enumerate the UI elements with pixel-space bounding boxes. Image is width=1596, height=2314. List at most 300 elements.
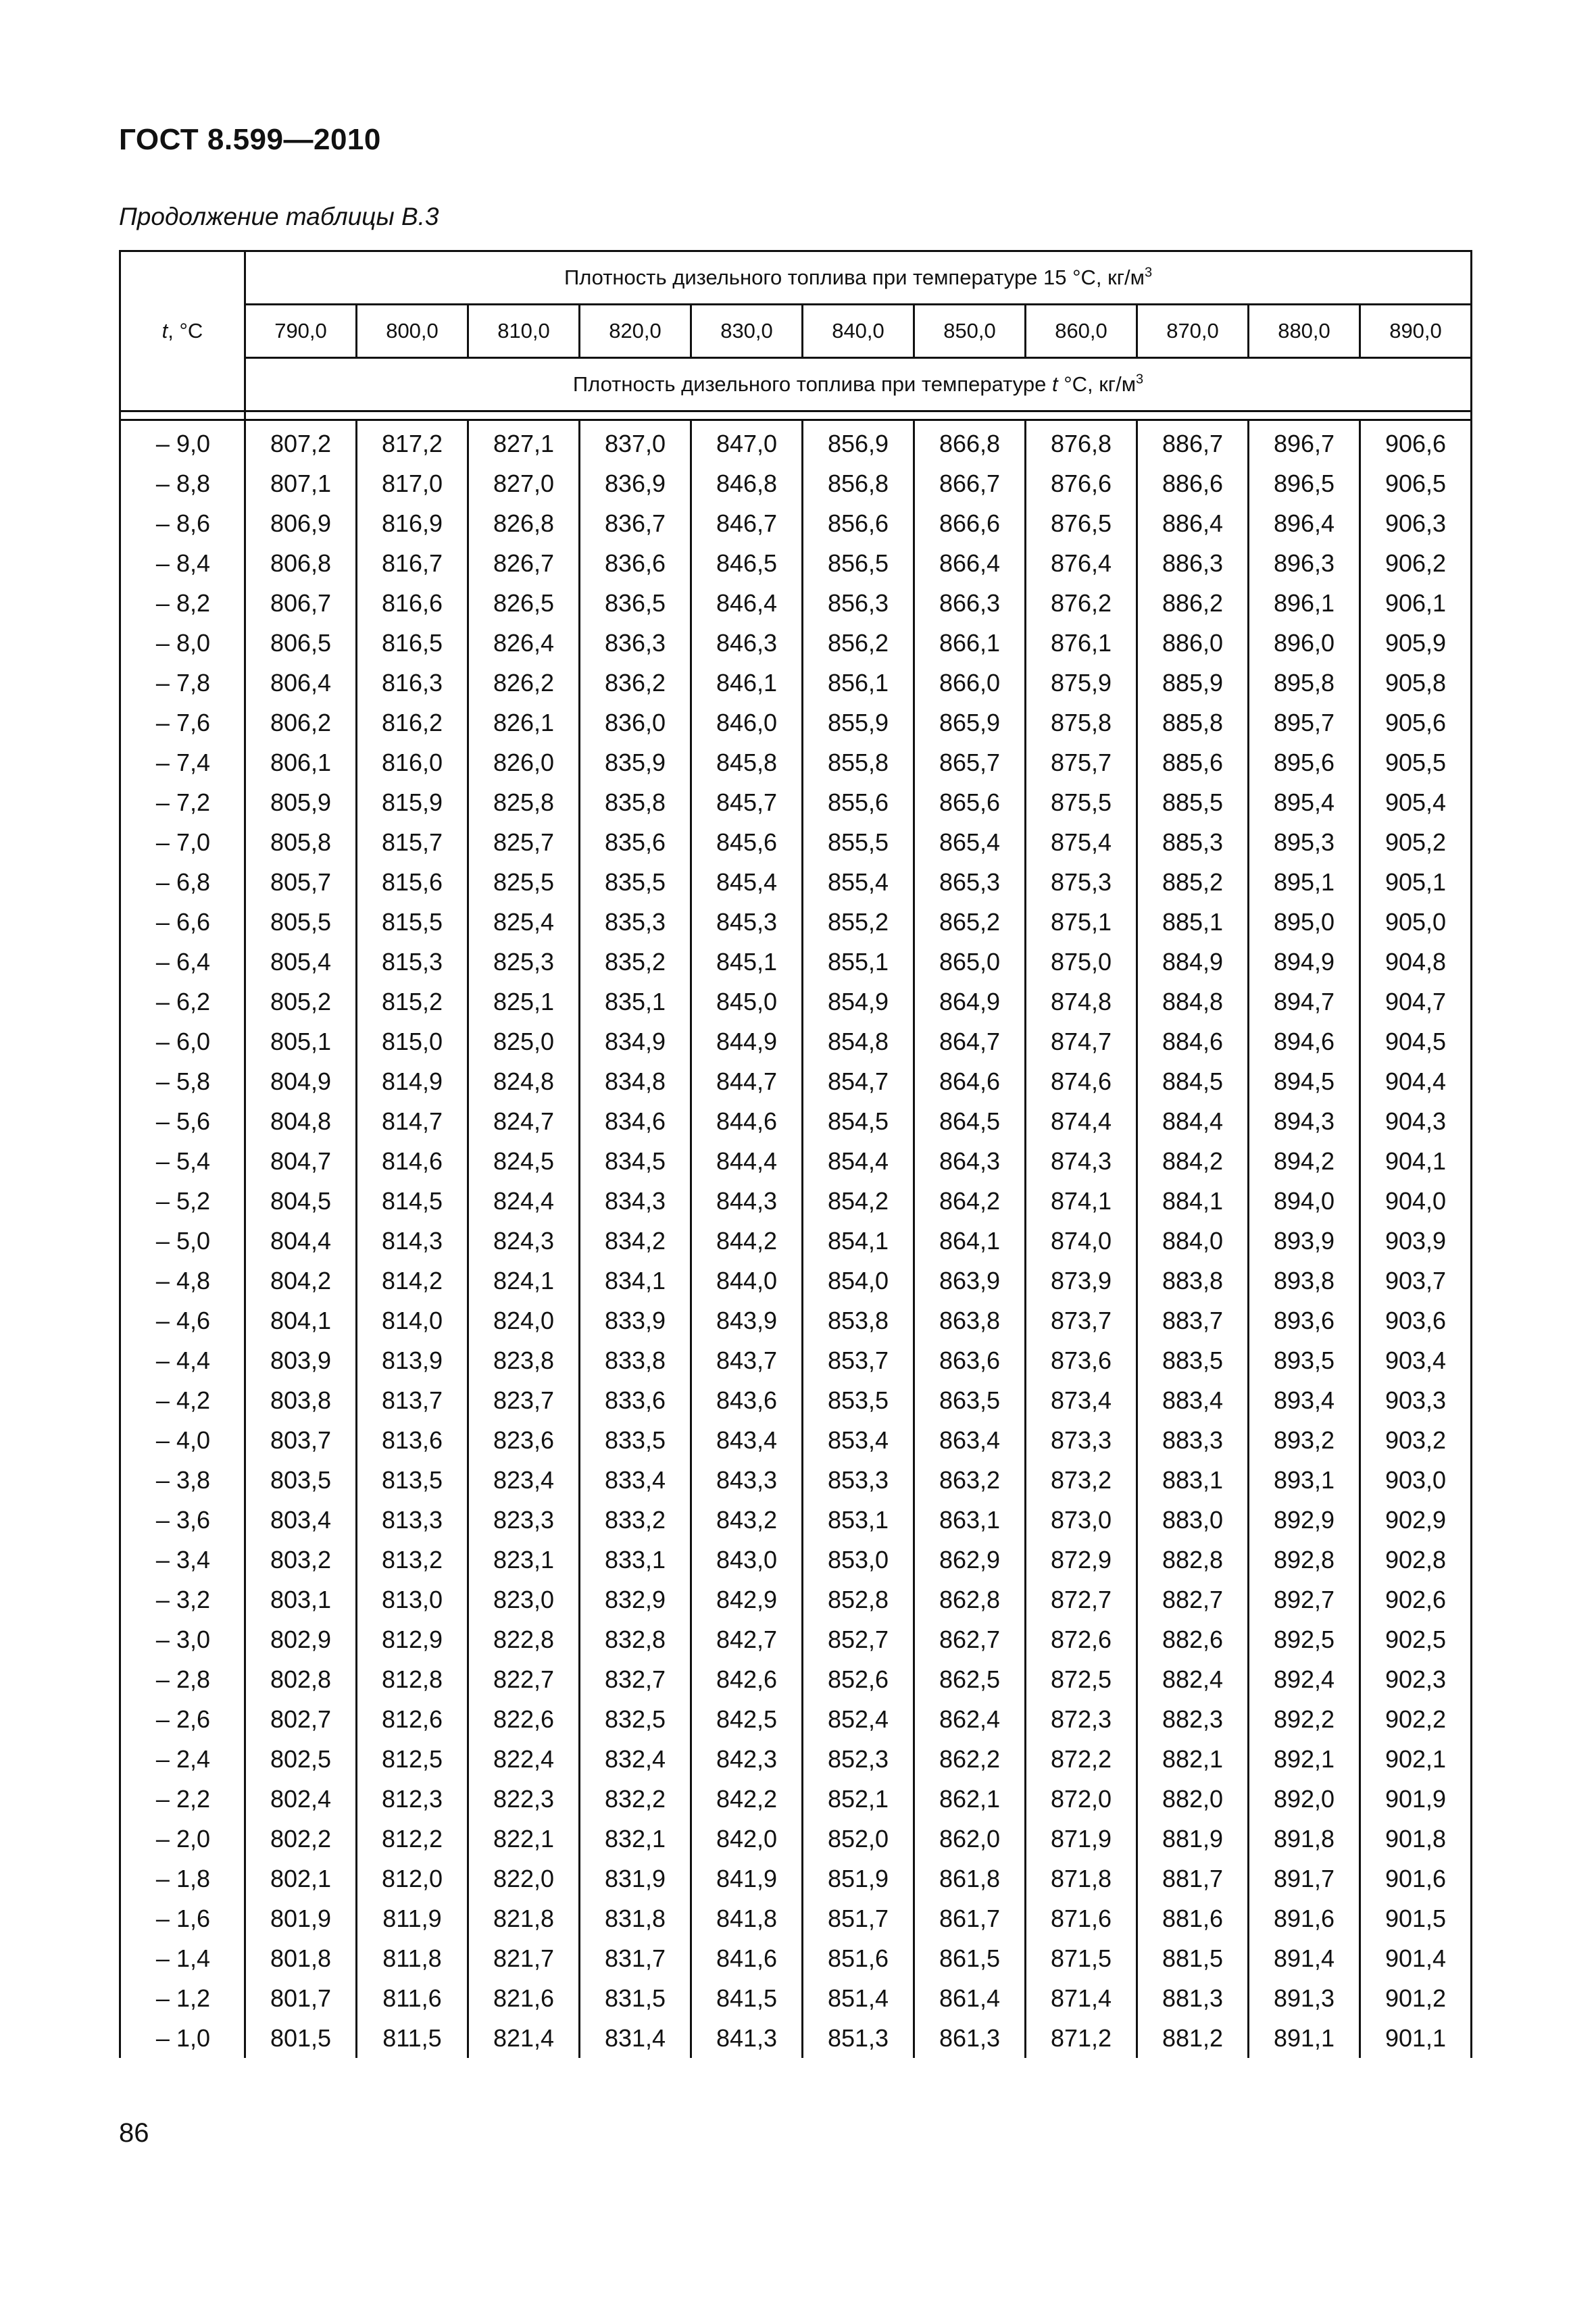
density-cell: 832,4: [580, 1739, 691, 1779]
density-cell: 824,0: [468, 1301, 580, 1340]
density-cell: 892,0: [1249, 1779, 1360, 1819]
density-cell: 807,1: [245, 463, 357, 503]
density-cell: 893,2: [1249, 1420, 1360, 1460]
density-column-header: 800,0: [357, 305, 468, 358]
density-cell: 822,1: [468, 1819, 580, 1859]
density-cell: 803,7: [245, 1420, 357, 1460]
density-cell: 805,5: [245, 902, 357, 942]
density-cell: 804,5: [245, 1181, 357, 1221]
temperature-cell: – 2,8: [120, 1659, 245, 1699]
density-cell: 846,7: [691, 503, 803, 543]
density-cell: 886,3: [1137, 543, 1249, 583]
density-cell: 901,5: [1360, 1898, 1472, 1938]
density-cell: 862,4: [914, 1699, 1026, 1739]
density-cell: 905,5: [1360, 743, 1472, 782]
density-cell: 854,1: [803, 1221, 914, 1261]
density-cell: 806,7: [245, 583, 357, 623]
density-cell: 815,6: [357, 862, 468, 902]
density-cell: 876,4: [1026, 543, 1137, 583]
density-cell: 882,6: [1137, 1619, 1249, 1659]
density-cell: 876,6: [1026, 463, 1137, 503]
density-cell: 894,5: [1249, 1061, 1360, 1101]
density-cell: 823,1: [468, 1540, 580, 1580]
density-cell: 834,3: [580, 1181, 691, 1221]
table-row: [120, 1819, 1472, 1859]
density-cell: 863,9: [914, 1261, 1026, 1301]
density-cell: 851,4: [803, 1978, 914, 2018]
density-cell: 826,8: [468, 503, 580, 543]
table-row: [120, 623, 1472, 663]
density-cell: 833,8: [580, 1340, 691, 1380]
density-cell: 842,6: [691, 1659, 803, 1699]
density-cell: 811,8: [357, 1938, 468, 1978]
density-cell: 834,8: [580, 1061, 691, 1101]
table-row: [120, 1500, 1472, 1540]
table-row: [120, 1779, 1472, 1819]
density-cell: 824,8: [468, 1061, 580, 1101]
density-cell: 845,6: [691, 822, 803, 862]
density-cell: 826,5: [468, 583, 580, 623]
density-cell: 836,5: [580, 583, 691, 623]
density-cell: 826,7: [468, 543, 580, 583]
density-cell: 884,4: [1137, 1101, 1249, 1141]
density-cell: 854,8: [803, 1022, 914, 1061]
density-cell: 892,9: [1249, 1500, 1360, 1540]
density-cell: 827,0: [468, 463, 580, 503]
density-cell: 885,3: [1137, 822, 1249, 862]
density-cell: 815,5: [357, 902, 468, 942]
density-cell: 893,6: [1249, 1301, 1360, 1340]
density-cell: 845,1: [691, 942, 803, 982]
density-cell: 904,4: [1360, 1061, 1472, 1101]
density-cell: 814,7: [357, 1101, 468, 1141]
density-cell: 896,5: [1249, 463, 1360, 503]
density-cell: 882,4: [1137, 1659, 1249, 1699]
temperature-cell: – 2,2: [120, 1779, 245, 1819]
density-column-header: 850,0: [914, 305, 1026, 358]
density-cell: 902,3: [1360, 1659, 1472, 1699]
density-cell: 885,5: [1137, 782, 1249, 822]
density-cell: 864,6: [914, 1061, 1026, 1101]
density-cell: 816,5: [357, 623, 468, 663]
density-cell: 833,5: [580, 1420, 691, 1460]
table-row: [120, 1460, 1472, 1500]
density-cell: 872,0: [1026, 1779, 1137, 1819]
density-cell: 852,7: [803, 1619, 914, 1659]
density-cell: 885,9: [1137, 663, 1249, 703]
density-cell: 835,5: [580, 862, 691, 902]
density-cell: 823,6: [468, 1420, 580, 1460]
density-cell: 874,8: [1026, 982, 1137, 1022]
density-cell: 807,2: [245, 420, 357, 464]
density-cell: 861,7: [914, 1898, 1026, 1938]
temperature-cell: – 6,0: [120, 1022, 245, 1061]
density-cell: 874,3: [1026, 1141, 1137, 1181]
density-cell: 835,8: [580, 782, 691, 822]
density-cell: 882,7: [1137, 1580, 1249, 1619]
density-cell: 835,9: [580, 743, 691, 782]
density-cell: 861,3: [914, 2018, 1026, 2058]
density-cell: 881,6: [1137, 1898, 1249, 1938]
table-row: [120, 1580, 1472, 1619]
temperature-cell: – 3,6: [120, 1500, 245, 1540]
density-cell: 842,5: [691, 1699, 803, 1739]
density-cell: 903,4: [1360, 1340, 1472, 1380]
density-cell: 812,3: [357, 1779, 468, 1819]
density-cell: 836,7: [580, 503, 691, 543]
table-row: [120, 583, 1472, 623]
density-cell: 842,7: [691, 1619, 803, 1659]
density-cell: 885,1: [1137, 902, 1249, 942]
temperature-cell: – 4,6: [120, 1301, 245, 1340]
density-cell: 824,4: [468, 1181, 580, 1221]
density-cell: 802,1: [245, 1859, 357, 1898]
density-cell: 856,9: [803, 420, 914, 464]
density-cell: 866,1: [914, 623, 1026, 663]
temperature-cell: – 4,8: [120, 1261, 245, 1301]
temperature-cell: – 9,0: [120, 420, 245, 464]
density-cell: 876,5: [1026, 503, 1137, 543]
density-cell: 886,2: [1137, 583, 1249, 623]
density-cell: 904,8: [1360, 942, 1472, 982]
density-cell: 891,4: [1249, 1938, 1360, 1978]
density-cell: 802,4: [245, 1779, 357, 1819]
density-cell: 812,8: [357, 1659, 468, 1699]
temperature-cell: – 2,4: [120, 1739, 245, 1779]
density-cell: 906,3: [1360, 503, 1472, 543]
density-cell: 894,6: [1249, 1022, 1360, 1061]
density-cell: 834,2: [580, 1221, 691, 1261]
density-cell: 831,5: [580, 1978, 691, 2018]
density-cell: 862,0: [914, 1819, 1026, 1859]
table-row: [120, 942, 1472, 982]
density-cell: 845,0: [691, 982, 803, 1022]
density-cell: 886,4: [1137, 503, 1249, 543]
density-cell: 865,7: [914, 743, 1026, 782]
density-cell: 804,7: [245, 1141, 357, 1181]
density-cell: 883,1: [1137, 1460, 1249, 1500]
density-cell: 865,9: [914, 703, 1026, 743]
density-cell: 871,4: [1026, 1978, 1137, 2018]
temperature-cell: – 3,0: [120, 1619, 245, 1659]
density-cell: 853,5: [803, 1380, 914, 1420]
temperature-cell: – 4,4: [120, 1340, 245, 1380]
density-cell: 846,8: [691, 463, 803, 503]
density-cell: 893,1: [1249, 1460, 1360, 1500]
density-cell: 902,8: [1360, 1540, 1472, 1580]
density-cell: 905,6: [1360, 703, 1472, 743]
density-cell: 803,8: [245, 1380, 357, 1420]
table-row: [120, 782, 1472, 822]
density-cell: 873,3: [1026, 1420, 1137, 1460]
density-cell: 802,5: [245, 1739, 357, 1779]
density-cell: 851,9: [803, 1859, 914, 1898]
density-cell: 884,8: [1137, 982, 1249, 1022]
density-cell: 812,6: [357, 1699, 468, 1739]
density-cell: 802,2: [245, 1819, 357, 1859]
density-cell: 862,8: [914, 1580, 1026, 1619]
density-cell: 832,1: [580, 1819, 691, 1859]
density-cell: 884,1: [1137, 1181, 1249, 1221]
density-cell: 896,0: [1249, 623, 1360, 663]
density-cell: 816,3: [357, 663, 468, 703]
density-cell: 801,7: [245, 1978, 357, 2018]
density-cell: 825,0: [468, 1022, 580, 1061]
density-cell: 822,7: [468, 1659, 580, 1699]
density-cell: 906,1: [1360, 583, 1472, 623]
density-cell: 855,4: [803, 862, 914, 902]
density-column-header: 870,0: [1137, 305, 1249, 358]
density-cell: 825,7: [468, 822, 580, 862]
temperature-cell: – 3,8: [120, 1460, 245, 1500]
density-cell: 874,7: [1026, 1022, 1137, 1061]
density-cell: 886,0: [1137, 623, 1249, 663]
density-cell: 875,5: [1026, 782, 1137, 822]
density-columns-row: [120, 305, 1472, 358]
density-cell: 806,1: [245, 743, 357, 782]
density-cell: 886,6: [1137, 463, 1249, 503]
density-cell: 815,9: [357, 782, 468, 822]
density-cell: 903,2: [1360, 1420, 1472, 1460]
density-cell: 843,6: [691, 1380, 803, 1420]
table-row: [120, 982, 1472, 1022]
density-cell: 803,2: [245, 1540, 357, 1580]
density-cell: 871,8: [1026, 1859, 1137, 1898]
density-cell: 845,8: [691, 743, 803, 782]
density-cell: 901,6: [1360, 1859, 1472, 1898]
density-cell: 806,9: [245, 503, 357, 543]
density-cell: 895,3: [1249, 822, 1360, 862]
density-cell: 815,2: [357, 982, 468, 1022]
density-cell: 855,9: [803, 703, 914, 743]
density-cell: 891,1: [1249, 2018, 1360, 2058]
density-cell: 834,5: [580, 1141, 691, 1181]
density-cell: 841,6: [691, 1938, 803, 1978]
table-row: [120, 2018, 1472, 2058]
table-row: [120, 743, 1472, 782]
density-cell: 883,0: [1137, 1500, 1249, 1540]
table-row: [120, 1261, 1472, 1301]
density-cell: 833,2: [580, 1500, 691, 1540]
density-cell: 835,2: [580, 942, 691, 982]
density-cell: 863,4: [914, 1420, 1026, 1460]
density-cell: 816,0: [357, 743, 468, 782]
temperature-cell: – 1,2: [120, 1978, 245, 2018]
density-cell: 873,7: [1026, 1301, 1137, 1340]
density-cell: 865,3: [914, 862, 1026, 902]
density-cell: 826,2: [468, 663, 580, 703]
density-cell: 866,0: [914, 663, 1026, 703]
density-cell: 863,6: [914, 1340, 1026, 1380]
temperature-cell: – 4,2: [120, 1380, 245, 1420]
density-cell: 892,8: [1249, 1540, 1360, 1580]
density-cell: 876,2: [1026, 583, 1137, 623]
density-cell: 832,5: [580, 1699, 691, 1739]
density-cell: 843,4: [691, 1420, 803, 1460]
density-cell: 873,4: [1026, 1380, 1137, 1420]
density-cell: 836,9: [580, 463, 691, 503]
table-row: [120, 1699, 1472, 1739]
density-cell: 883,8: [1137, 1261, 1249, 1301]
density-cell: 852,0: [803, 1819, 914, 1859]
density-cell: 903,9: [1360, 1221, 1472, 1261]
density-column-header: 860,0: [1026, 305, 1137, 358]
temperature-cell: – 8,8: [120, 463, 245, 503]
density-cell: 894,9: [1249, 942, 1360, 982]
density-cell: 872,2: [1026, 1739, 1137, 1779]
density-cell: 854,2: [803, 1181, 914, 1221]
temperature-cell: – 3,2: [120, 1580, 245, 1619]
density-cell: 842,9: [691, 1580, 803, 1619]
density-cell: 811,5: [357, 2018, 468, 2058]
table-row: [120, 1221, 1472, 1261]
density-cell: 813,0: [357, 1580, 468, 1619]
density-cell: 864,5: [914, 1101, 1026, 1141]
density-cell: 874,4: [1026, 1101, 1137, 1141]
density-cell: 875,7: [1026, 743, 1137, 782]
density-cell: 832,7: [580, 1659, 691, 1699]
density-cell: 823,7: [468, 1380, 580, 1420]
density-cell: 825,4: [468, 902, 580, 942]
density-cell: 846,4: [691, 583, 803, 623]
density-cell: 831,8: [580, 1898, 691, 1938]
density-cell: 881,5: [1137, 1938, 1249, 1978]
density-cell: 882,0: [1137, 1779, 1249, 1819]
density-cell: 846,1: [691, 663, 803, 703]
density-cell: 835,1: [580, 982, 691, 1022]
density-cell: 803,9: [245, 1340, 357, 1380]
density-cell: 815,0: [357, 1022, 468, 1061]
density-cell: 852,8: [803, 1580, 914, 1619]
table-row: [120, 862, 1472, 902]
density-cell: 842,0: [691, 1819, 803, 1859]
density-cell: 826,4: [468, 623, 580, 663]
density-cell: 894,2: [1249, 1141, 1360, 1181]
table-row: [120, 1181, 1472, 1221]
density-cell: 866,3: [914, 583, 1026, 623]
density-cell: 872,5: [1026, 1659, 1137, 1699]
density-cell: 896,3: [1249, 543, 1360, 583]
density-cell: 853,0: [803, 1540, 914, 1580]
density-cell: 903,6: [1360, 1301, 1472, 1340]
density-cell: 876,1: [1026, 623, 1137, 663]
density-cell: 893,5: [1249, 1340, 1360, 1380]
density-cell: 853,4: [803, 1420, 914, 1460]
density-cell: 873,9: [1026, 1261, 1137, 1301]
density-cell: 844,3: [691, 1181, 803, 1221]
density-column-header: 830,0: [691, 305, 803, 358]
density-cell: 866,4: [914, 543, 1026, 583]
temperature-cell: – 5,6: [120, 1101, 245, 1141]
density-cell: 881,7: [1137, 1859, 1249, 1898]
density-cell: 895,1: [1249, 862, 1360, 902]
density-cell: 895,6: [1249, 743, 1360, 782]
temperature-cell: – 1,0: [120, 2018, 245, 2058]
density-cell: 883,5: [1137, 1340, 1249, 1380]
temperature-cell: – 7,4: [120, 743, 245, 782]
temperature-cell: – 7,8: [120, 663, 245, 703]
density-cell: 881,9: [1137, 1819, 1249, 1859]
temperature-cell: – 3,4: [120, 1540, 245, 1580]
density-cell: 804,1: [245, 1301, 357, 1340]
density-cell: 802,9: [245, 1619, 357, 1659]
density-cell: 864,3: [914, 1141, 1026, 1181]
density-cell: 802,8: [245, 1659, 357, 1699]
temperature-cell: – 6,8: [120, 862, 245, 902]
table-row: [120, 663, 1472, 703]
density-cell: 822,3: [468, 1779, 580, 1819]
density-cell: 853,3: [803, 1460, 914, 1500]
density-cell: 902,9: [1360, 1500, 1472, 1540]
density-cell: 885,6: [1137, 743, 1249, 782]
table-row: [120, 822, 1472, 862]
density-cell: 821,4: [468, 2018, 580, 2058]
density-cell: 853,1: [803, 1500, 914, 1540]
density-cell: 805,8: [245, 822, 357, 862]
temperature-column-header: t, °C: [120, 251, 245, 411]
density-cell: 865,2: [914, 902, 1026, 942]
density-cell: 813,9: [357, 1340, 468, 1380]
density-cell: 841,8: [691, 1898, 803, 1938]
temperature-cell: – 6,4: [120, 942, 245, 982]
density-cell: 812,5: [357, 1739, 468, 1779]
table-row: [120, 1859, 1472, 1898]
density-cell: 806,8: [245, 543, 357, 583]
density-cell: 872,7: [1026, 1580, 1137, 1619]
density-cell: 832,8: [580, 1619, 691, 1659]
density-cell: 816,7: [357, 543, 468, 583]
density-cell: 875,0: [1026, 942, 1137, 982]
density-cell: 814,9: [357, 1061, 468, 1101]
table-row: [120, 1380, 1472, 1420]
density-cell: 894,7: [1249, 982, 1360, 1022]
density-cell: 901,1: [1360, 2018, 1472, 2058]
density-cell: 816,6: [357, 583, 468, 623]
density-cell: 843,3: [691, 1460, 803, 1500]
density-cell: 823,8: [468, 1340, 580, 1380]
density-cell: 821,8: [468, 1898, 580, 1938]
density-cell: 865,4: [914, 822, 1026, 862]
density-cell: 814,5: [357, 1181, 468, 1221]
density-cell: 872,6: [1026, 1619, 1137, 1659]
temperature-cell: – 2,0: [120, 1819, 245, 1859]
density-cell: 905,9: [1360, 623, 1472, 663]
density-cell: 822,6: [468, 1699, 580, 1739]
density-cell: 846,3: [691, 623, 803, 663]
density-cell: 901,4: [1360, 1938, 1472, 1978]
density-cell: 893,8: [1249, 1261, 1360, 1301]
density-cell: 834,1: [580, 1261, 691, 1301]
density-cell: 826,1: [468, 703, 580, 743]
density-cell: 861,8: [914, 1859, 1026, 1898]
density-cell: 812,2: [357, 1819, 468, 1859]
density-cell: 826,0: [468, 743, 580, 782]
density-cell: 842,3: [691, 1739, 803, 1779]
density-cell: 852,6: [803, 1659, 914, 1699]
density-cell: 806,5: [245, 623, 357, 663]
temperature-cell: – 6,6: [120, 902, 245, 942]
density-cell: 823,3: [468, 1500, 580, 1540]
table-row: [120, 463, 1472, 503]
density-cell: 873,0: [1026, 1500, 1137, 1540]
density-cell: 892,7: [1249, 1580, 1360, 1619]
density-cell: 837,0: [580, 420, 691, 464]
density-cell: 834,6: [580, 1101, 691, 1141]
density-cell: 821,6: [468, 1978, 580, 2018]
density-cell: 875,3: [1026, 862, 1137, 902]
density-cell: 894,0: [1249, 1181, 1360, 1221]
density-column-header: 790,0: [245, 305, 357, 358]
